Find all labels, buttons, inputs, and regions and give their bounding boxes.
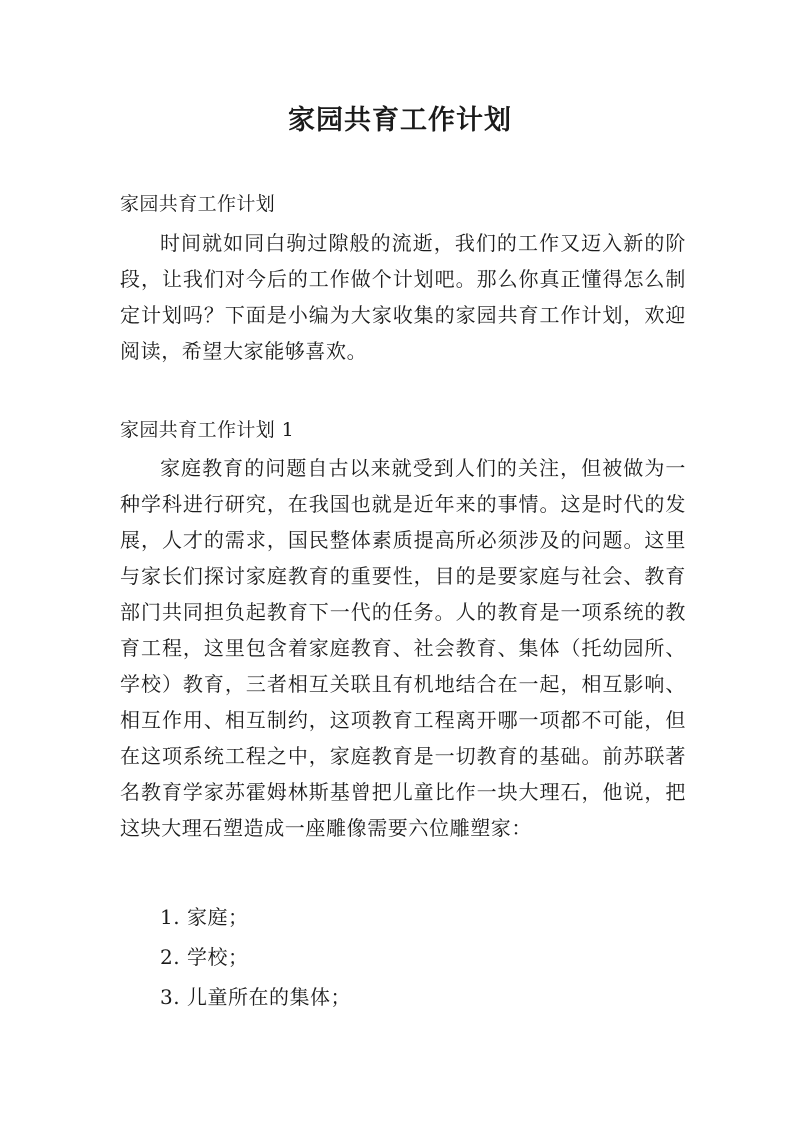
section1-heading: 家园共育工作计划 1 (120, 419, 295, 441)
intro-paragraph: 时间就如同白驹过隙般的流逝，我们的工作又迈入新的阶段，让我们对今后的工作做个计划吧。那么你真正懂得怎么制定计划吗？下面是小编为大家收集的家园共育工作计划，欢迎阅读，希望大家能够喜欢。 (120, 231, 686, 363)
list-item: 3. 儿童所在的集体； (160, 985, 351, 1009)
section1-paragraph: 家庭教育的问题自古以来就受到人们的关注，但被做为一种学科进行研究，在我国也就是近年来的事情。这是时代的发展，人才的需求，国民整体素质提高所必须涉及的问题。这里与家长们探讨家庭教育的重要性，目的是要家庭与社会、教育部门共同担负起教育下一代的任务。人的教育是一项系统的教育工程，这里包含着家庭教育、社会教育、集体（托幼园所、学校）教育，三者相互关联且有机地结合在一起，相互影响、相互作用、相互制约，这项教育工程离开哪一项都不可能，但在这项系统工程之中，家庭教育是一切教育的基础。前苏联著名教育学家苏霍姆林斯基曾把儿童比作一块大理石，他说，把这块大理石塑造成一座雕像需要六位雕塑家： (120, 456, 686, 840)
intro-heading: 家园共育工作计划 (120, 193, 276, 215)
list-item: 2. 学校； (160, 945, 249, 969)
document-title: 家园共育工作计划 (288, 105, 512, 136)
list-item: 1. 家庭； (160, 905, 249, 929)
